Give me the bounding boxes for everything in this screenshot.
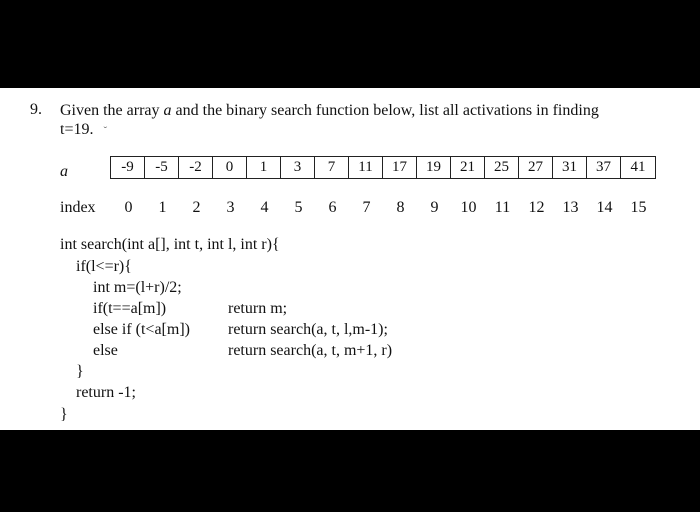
question-text (60, 101, 660, 141)
index-value: 5 (294, 199, 303, 216)
array-cell: 37 (587, 157, 621, 178)
array-cell: 21 (451, 157, 485, 178)
code-line-else-if: else if (t<a[m]) (93, 321, 190, 338)
index-value: 9 (430, 199, 439, 216)
code-line-close-fn: } (60, 406, 68, 423)
code-line-close-if: } (76, 363, 84, 380)
question-line1-pre: Given the array (60, 102, 164, 119)
code-line-return-left: return search(a, t, l,m-1); (228, 321, 388, 338)
array-cell: 1 (247, 157, 281, 178)
question-tick-mark: ˇ (103, 125, 108, 137)
index-value: 1 (158, 199, 167, 216)
question-number: 9. (30, 101, 42, 118)
index-value: 2 (192, 199, 201, 216)
code-line-return-m: return m; (228, 300, 288, 317)
array-cell: 27 (519, 157, 553, 178)
array-cell: 31 (553, 157, 587, 178)
array-cell: 19 (417, 157, 451, 178)
index-value: 8 (396, 199, 405, 216)
code-line-if-equal: if(t==a[m]) (93, 300, 167, 317)
index-value: 14 (596, 199, 613, 216)
document-page (0, 88, 700, 430)
array-cell: 17 (383, 157, 417, 178)
index-value: 4 (260, 199, 269, 216)
index-value: 11 (494, 199, 511, 216)
code-line-signature: int search(int a[], int t, int l, int r){ (60, 236, 280, 253)
array-cell: 41 (630, 159, 646, 175)
index-value: 12 (528, 199, 545, 216)
array-label: a (60, 163, 68, 180)
code-line-mid: int m=(l+r)/2; (93, 279, 182, 296)
array-cell: 3 (281, 157, 315, 178)
array-cell: 11 (349, 157, 383, 178)
array-cell: -9 (111, 157, 145, 178)
index-value: 6 (328, 199, 337, 216)
code-line-return-right: return search(a, t, m+1, r) (228, 342, 393, 359)
index-value: 15 (630, 199, 647, 216)
array-cell: 7 (315, 157, 349, 178)
code-line-return-neg: return -1; (76, 384, 136, 401)
array-cell: -2 (179, 157, 213, 178)
index-value: 10 (460, 199, 477, 216)
index-value: 3 (226, 199, 235, 216)
index-label: index (60, 199, 96, 216)
question-line1-post: and the binary search function below, list all activations in finding (171, 102, 599, 119)
index-value: 13 (562, 199, 579, 216)
code-line-else: else (93, 342, 118, 359)
array-cell: -5 (145, 157, 179, 178)
index-value: 0 (124, 199, 133, 216)
code-line-if: if(l<=r){ (76, 258, 132, 275)
array-cell: 0 (213, 157, 247, 178)
index-value: 7 (362, 199, 371, 216)
question-array-name: a (163, 102, 172, 119)
question-line2: t=19. (60, 121, 94, 138)
array-table (110, 156, 656, 179)
array-cell: 25 (485, 157, 519, 178)
